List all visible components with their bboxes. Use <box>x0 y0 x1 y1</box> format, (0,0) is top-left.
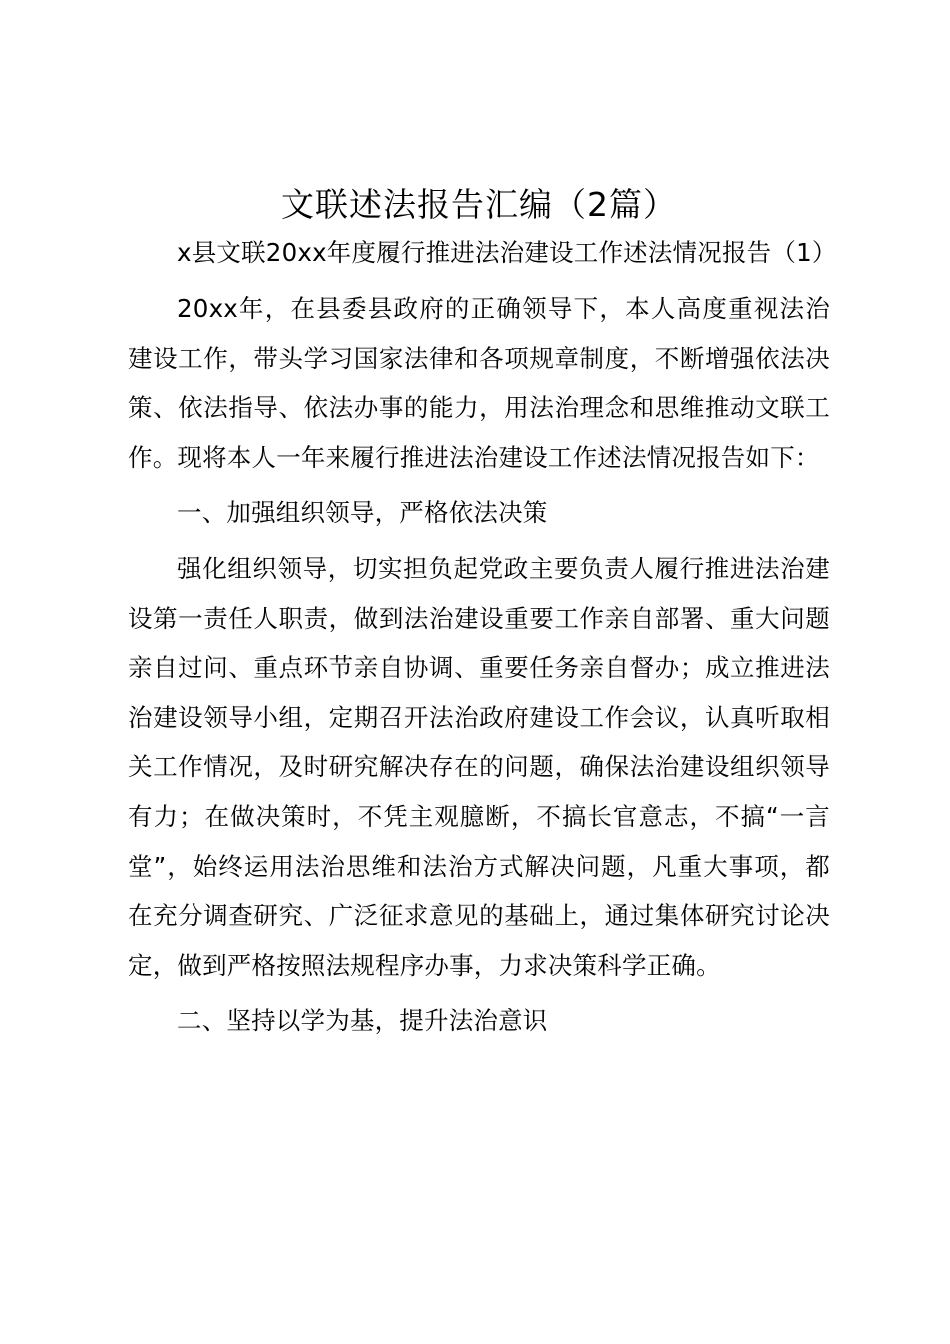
section-2-heading: 二、坚持以学为基，提升法治意识 <box>177 1006 548 1036</box>
intro-paragraph: 20xx年，在县委县政府的正确领导下，本人高度重视法治建设工作，带头学习国家法律和各项规章制度，不断增强依法决策、依法指导、依法办事的能力，用法治理念和思维推动文联工作。现将本人一年来履行推进法治建设工作述法情况报告如下： <box>128 294 830 472</box>
section-1-paragraph: 强化组织领导，切实担负起党政主要负责人履行推进法治建设第一责任人职责，做到法治建设重要工作亲自部署、重大问题亲自过问、重点环节亲自协调、重要任务亲自督办；成立推进法治建设领导小组，定期召开法治政府建设工作会议，认真听取相关工作情况，及时研究解决存在的问题，确保法治建设组织领导有力；在做决策时，不凭主观臆断，不搞长官意志，不搞“一言堂”，始终运用法治思维和法治方式解决问题，凡重大事项，都在充分调查研究、广泛征求意见的基础上，通过集体研究讨论决定，做到严格按照法规程序办事，力求决策科学正确。 <box>128 553 830 980</box>
section-1-heading: 一、加强组织领导，严格依法决策 <box>177 498 548 528</box>
report-subtitle: x县文联20xx年度履行推进法治建设工作述法情况报告（1） <box>177 238 837 267</box>
document-title: 文联述法报告汇编（2篇） <box>281 185 677 224</box>
document-body <box>128 180 837 1046</box>
